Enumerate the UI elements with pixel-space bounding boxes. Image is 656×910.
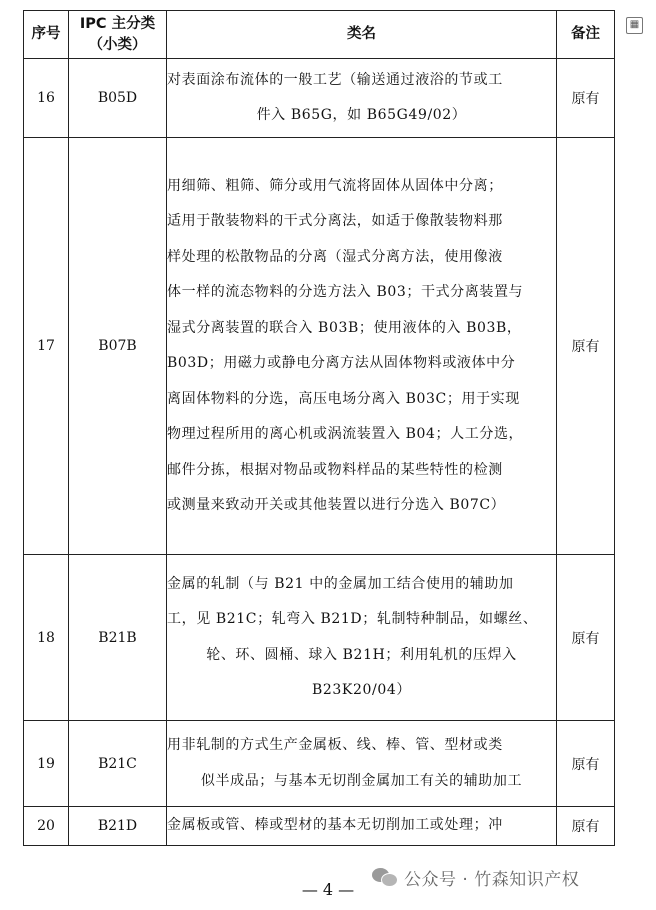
header-no: 序号 — [24, 11, 69, 59]
description-line: 离固体物料的分选，高压电场分离入 B03C；用于实现 — [167, 390, 520, 407]
description-line: 金属的轧制（与 B21 中的金属加工结合使用的辅助加 — [167, 575, 514, 592]
table-header-row — [24, 11, 615, 59]
description-line: 适用于散装物料的干式分离法，如适于像散装物料那 — [167, 213, 503, 229]
description-line: 对表面涂布流体的一般工艺（输送通过液浴的节或工 — [167, 71, 503, 88]
header-note: 备注 — [557, 11, 615, 59]
header-ipc-line2: （小类） — [88, 36, 147, 53]
description-line: 湿式分离装置的联合入 B03B；使用液体的入 B03B， — [167, 319, 522, 336]
table-row — [24, 807, 615, 846]
description-line: 轮、环、圆桶、球入 B21H；利用轧机的压焊入 — [206, 646, 517, 663]
class-description — [167, 59, 557, 138]
row-note: 原有 — [557, 807, 615, 846]
class-description — [167, 807, 557, 846]
page-number: — 4 — — [301, 880, 355, 899]
table-row — [24, 138, 615, 555]
description-line: 金属板或管、棒或型材的基本无切削加工或处理；冲 — [167, 817, 503, 834]
ipc-classification-table — [23, 10, 615, 846]
description-line: 体一样的流态物料的分选方法入 B03；干式分离装置与 — [167, 284, 524, 300]
row-number: 20 — [24, 807, 69, 846]
row-note: 原有 — [557, 721, 615, 807]
row-note: 原有 — [557, 138, 615, 555]
header-ipc — [69, 11, 167, 59]
table-row — [24, 721, 615, 807]
screenshot-icon[interactable]: ▦ — [626, 17, 643, 34]
ipc-code: B21B — [69, 555, 167, 721]
ipc-code: B21C — [69, 721, 167, 807]
row-number: 19 — [24, 721, 69, 807]
description-line: B23K20/04） — [312, 682, 411, 698]
description-line: B03D；用磁力或静电分离方法从固体物料或液体中分 — [167, 355, 516, 371]
ipc-code: B05D — [69, 59, 167, 138]
row-number: 18 — [24, 555, 69, 721]
row-number: 16 — [24, 59, 69, 138]
description-line: 工，见 B21C；轧弯入 B21D；轧制特种制品，如螺丝、 — [167, 611, 538, 627]
header-ipc-line1: IPC 主分类 — [79, 15, 156, 32]
description-line: 样处理的松散物品的分离（湿式分离方法，使用像液 — [167, 248, 503, 265]
description-line: 件入 B65G，如 B65G49/02） — [256, 107, 467, 123]
header-name: 类名 — [167, 11, 557, 59]
description-line: 邮件分拣，根据对物品或物料样品的某些特性的检测 — [167, 461, 503, 478]
class-description — [167, 555, 557, 721]
description-line: 似半成品；与基本无切削金属加工有关的辅助加工 — [200, 772, 523, 789]
ipc-code: B21D — [69, 807, 167, 846]
class-description — [167, 721, 557, 807]
description-line: 或测量来致动开关或其他装置以进行分选入 B07C） — [167, 497, 506, 513]
table-row — [24, 59, 615, 138]
row-number: 17 — [24, 138, 69, 555]
description-line: 用细筛、粗筛、筛分或用气流将固体从固体中分离； — [167, 177, 503, 194]
class-description — [167, 138, 557, 555]
description-line: 用非轧制的方式生产金属板、线、棒、管、型材或类 — [167, 737, 503, 753]
row-note: 原有 — [557, 555, 615, 721]
table-row — [24, 555, 615, 721]
description-line: 物理过程所用的离心机或涡流装置入 B04；人工分选， — [167, 426, 524, 442]
row-note: 原有 — [557, 59, 615, 138]
ipc-code: B07B — [69, 138, 167, 555]
watermark-text: 公众号 · 竹森知识产权 — [404, 869, 580, 890]
